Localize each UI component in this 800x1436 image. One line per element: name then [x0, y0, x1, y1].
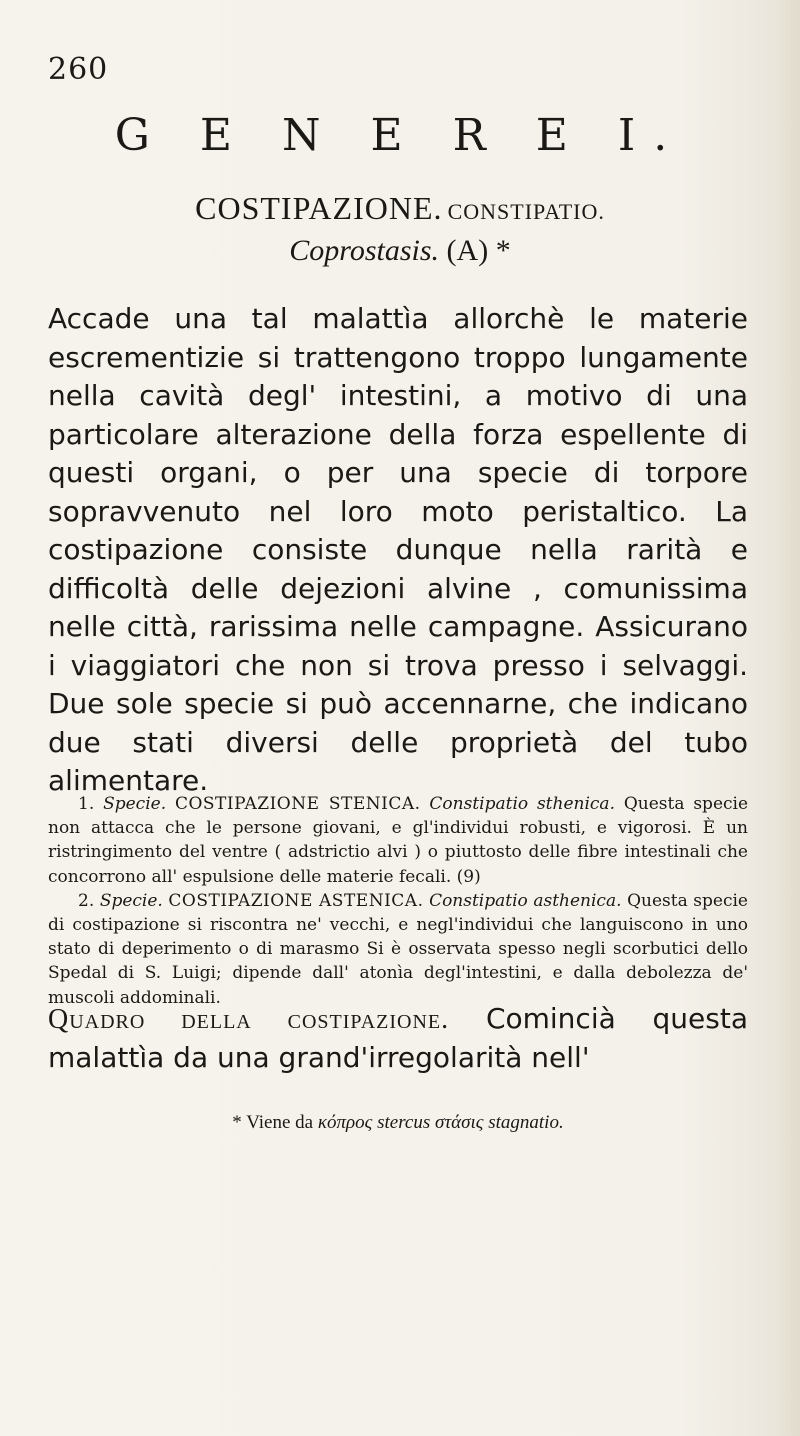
quadro-text: Comincià questa malattìa da una grand'irregolarità nell' — [48, 1002, 749, 1074]
subheading-mark: * — [495, 234, 511, 267]
chapter-heading — [0, 190, 800, 227]
heading-main: COSTIPAZIONE. — [195, 190, 443, 226]
species-notes — [48, 792, 748, 1010]
footnote — [48, 1112, 748, 1134]
subheading — [0, 234, 800, 268]
note-latin: Constipatio sthenica. — [429, 794, 615, 814]
quadro-paragraph — [48, 1000, 748, 1077]
subheading-italic: Coprostasis. — [289, 234, 440, 267]
subheading-ref: (A) — [446, 234, 489, 267]
note-text: Questa specie di costipazione si riscontra ne' vecchi, e negl'individui che languiscono in uno stato di deperimento o di marasmo Si è osservata spesso negli scorbutici dello Spedal di S. Luigi; dipende dall' atonìa degl'intestini, e dalla debolezza de' muscoli addominali. — [48, 890, 748, 1008]
footnote-latin-1: stercus — [377, 1112, 431, 1133]
footnote-mark: * — [232, 1112, 242, 1133]
page-number: 260 — [48, 52, 109, 87]
note-latin: Constipatio asthenica. — [429, 890, 622, 911]
note-label: Specie. — [99, 890, 163, 911]
footnote-greek-1: κόπρος — [317, 1112, 373, 1133]
note-label: Specie. — [103, 794, 167, 814]
note-item — [48, 889, 748, 1010]
note-item — [48, 792, 748, 889]
quadro-caps: Quadro della costipazione. — [48, 1004, 450, 1035]
footnote-prefix: Viene da — [246, 1112, 314, 1133]
footnote-latin-2: stagnatio. — [488, 1112, 564, 1133]
section-title: G E N E R E I. — [114, 110, 686, 161]
note-number: 2. — [78, 890, 95, 911]
note-number: 1. — [78, 794, 95, 814]
main-paragraph: Accade una tal malattìa allorchè le materie escrementizie si trattengono troppo lungamente nella cavità degl' intestini, a motivo di una particolare alterazione della forza espellente di questi organi, o per una specie di torpore sopravvenuto nel loro moto peristaltico. La costipazione consiste dunque nella rarità e difficoltà delle dejezioni alvine , comunissima nelle città, rarissima nelle campagne. Assicurano i viaggiatori che non si trova presso i selvaggi. Due sole specie si può accennarne, che indicano due stati diversi delle proprietà del tubo alimentare. — [48, 302, 748, 797]
note-name: COSTIPAZIONE ASTENICA. — [168, 890, 424, 911]
heading-latin: CONSTIPATIO. — [447, 199, 605, 224]
note-text: Questa specie non attacca che le persone giovani, e gl'individui robusti, e vigorosi. È un ristringimento del ventre ( adstrictio alvi ) o piuttosto delle fibre intestinali che concorrono all' espulsione delle materie fecali. (9) — [48, 794, 749, 887]
footnote-greek-2: στάσις — [434, 1112, 484, 1133]
note-name: COSTIPAZIONE STENICA. — [174, 794, 421, 814]
